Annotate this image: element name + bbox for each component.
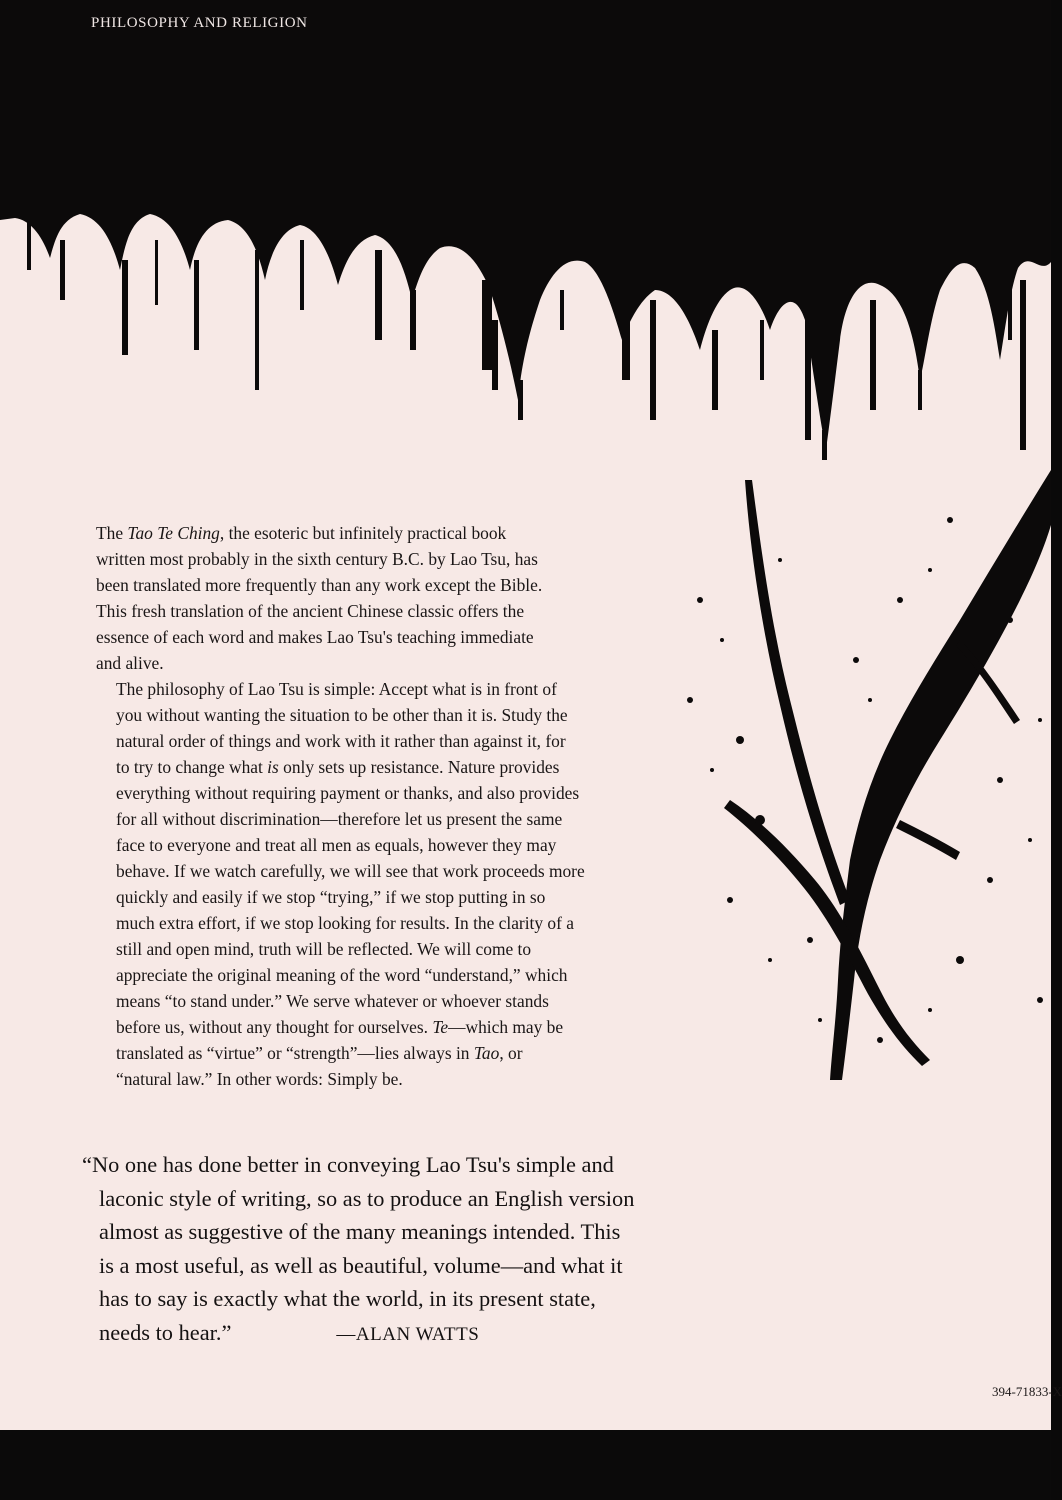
description-2-line: The philosophy of Lao Tsu is simple: Accept what is in front of [116, 679, 557, 699]
description-2-line: you without wanting the situation to be other than it is. Study the [116, 705, 568, 725]
quote-line: laconic style of writing, so as to produce an English version [99, 1185, 635, 1211]
category-label: PHILOSOPHY AND RELIGION [91, 15, 308, 31]
quote-attribution: —ALAN WATTS [336, 1323, 480, 1345]
quote-line: almost as suggestive of the many meanings intended. This [99, 1219, 621, 1245]
description-1-line: and alive. [96, 653, 164, 673]
description-2-line: appreciate the original meaning of the word “understand,” which [116, 965, 568, 985]
endorsement-quote [82, 1148, 722, 1352]
description-2-line: to try to change what is only sets up resistance. Nature provides [116, 757, 560, 777]
description-1-line: The Tao Te Ching, the esoteric but infinitely practical book [96, 523, 507, 543]
description-2-line: for all without discrimination—therefore let us present the same [116, 809, 563, 829]
description-1-line: written most probably in the sixth century B.C. by Lao Tsu, has [96, 549, 538, 569]
description-2-line: translated as “virtue” or “strength”—lies always in Tao, or [116, 1043, 523, 1063]
description-1-line: essence of each word and makes Lao Tsu's teaching immediate [96, 627, 534, 647]
description-1-line: been translated more frequently than any work except the Bible. [96, 575, 543, 595]
quote-line: is a most useful, as well as beautiful, volume—and what it [99, 1252, 623, 1278]
description-paragraph-1 [96, 520, 656, 676]
description-paragraph-2 [96, 676, 656, 1092]
description-2-line: still and open mind, truth will be reflected. We will come to [116, 939, 532, 959]
description-2-line: everything without requiring payment or thanks, and also provides [116, 783, 580, 803]
bottom-band [0, 1430, 1051, 1500]
description-2-line: behave. If we watch carefully, we will see that work proceeds more [116, 861, 585, 881]
description-2-line: before us, without any thought for ourselves. Te—which may be [116, 1017, 564, 1037]
description-2-line: much extra effort, if we stop looking for results. In the clarity of a [116, 913, 574, 933]
quote-line: “No one has done better in conveying Lao Tsu's simple and [82, 1152, 614, 1177]
quote-line: needs to hear.” —ALAN WATTS [82, 1316, 722, 1352]
isbn: 394-71833-X [992, 1384, 1062, 1399]
book-description [96, 520, 656, 1092]
description-2-line: face to everyone and treat all men as equals, however they may [116, 835, 557, 855]
description-1-line: This fresh translation of the ancient Chinese classic offers the [96, 601, 525, 621]
description-2-line: “natural law.” In other words: Simply be. [116, 1069, 403, 1089]
description-2-line: quickly and easily if we stop “trying,” if we stop putting in so [116, 887, 546, 907]
description-2-line: means “to stand under.” We serve whatever or whoever stands [116, 991, 549, 1011]
description-2-line: natural order of things and work with it rather than against it, for [116, 731, 566, 751]
quote-line: has to say is exactly what the world, in its present state, [99, 1286, 596, 1312]
